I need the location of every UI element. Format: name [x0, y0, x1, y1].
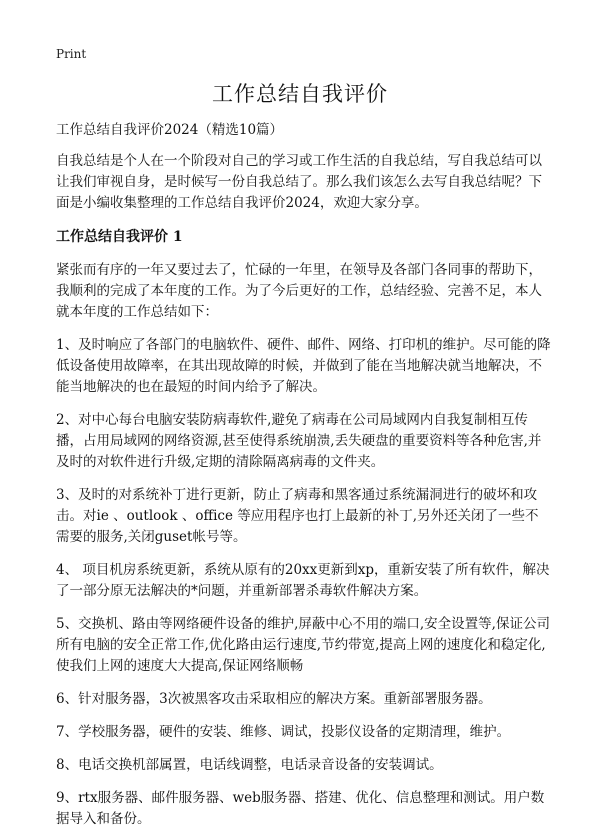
document-title: 工作总结自我评价 [212, 82, 388, 106]
body-paragraph: 5、交换机、路由等网络硬件设备的维护,屏蔽中心不用的端口,安全设置等,保证公司所有电脑的安全正常工作,优化路由运行速度,节约带宽,提高上网的速度化和稳定化,使我们上网的速度大大提高,保证网络顺畅 [56, 616, 550, 674]
intro-paragraph: 自我总结是个人在一个阶段对自己的学习或工作生活的自我总结，写自我总结可以让我们审视自身，是时候写一份自我总结了。那么我们该怎么去写自我总结呢？下面是小编收集整理的工作总结自我评价2024，欢迎大家分享。 [56, 153, 542, 211]
body-paragraph: 紧张而有序的一年又要过去了，忙碌的一年里，在领导及各部门各同事的帮助下，我顺利的完成了本年度的工作。为了今后更好的工作，总结经验、完善不足，本人就本年度的工作总结如下： [56, 262, 542, 320]
body-paragraph: 6、针对服务器，3次被黑客攻击采取相应的解决方案。重新部署服务器。 [56, 691, 492, 707]
body-paragraph: 9、rtx服务器、邮件服务器、web服务器、搭建、优化、信息整理和测试。用户数据导入和备份。 [56, 790, 545, 827]
body-paragraph: 8、电话交换机部属置，电话线调整，电话录音设备的安装调试。 [56, 757, 443, 773]
body-paragraph: 7、学校服务器，硬件的安装、维修、调试，投影仪设备的定期清理，维护。 [56, 724, 511, 740]
body-paragraph: 4、 项目机房系统更新，系统从原有的20xx更新到xp，重新安装了所有软件，解决了一部分原无法解决的*问题，并重新部署杀毒软件解决方案。 [56, 562, 550, 599]
section-heading: 工作总结自我评价 1 [56, 229, 183, 245]
body-paragraph: 3、及时的对系统补丁进行更新，防止了病毒和黑客通过系统漏洞进行的破坏和攻击。对ie 、outlook 、office 等应用程序也打上最新的补丁,另外还关闭了一些不需要的服务,关闭guset帐号等。 [56, 487, 539, 545]
body-paragraph: 2、对中心每台电脑安装防病毒软件,避免了病毒在公司局域网内自我复制相互传播，占用局域网的网络资源,甚至使得系统崩溃,丢失硬盘的重要资料等各种危害,并及时的对软件进行升级,定期的清除隔离病毒的文件夹。 [56, 412, 542, 470]
body-paragraph: 1、及时响应了各部门的电脑软件、硬件、邮件、网络、打印机的维护。尽可能的降低设备使用故障率，在其出现故障的时候，并做到了能在当地解决就当地解决，不能当地解决的也在最短的时间内给予了解决。 [56, 337, 551, 395]
print-label[interactable]: Print [56, 47, 87, 61]
document-subtitle: 工作总结自我评价2024（精选10篇） [56, 122, 284, 138]
document-body [56, 120, 552, 828]
